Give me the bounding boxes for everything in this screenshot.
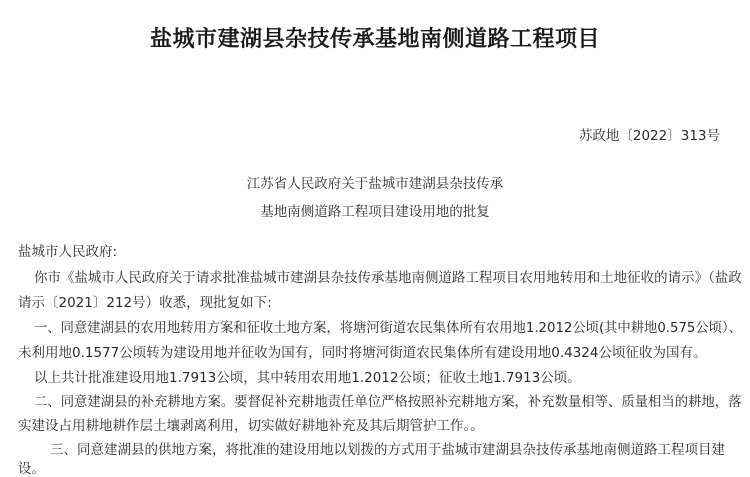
body-line-3: 一、同意建湖县的农用地转用方案和征收土地方案，将塘河街道农民集体所有农用地1.2012公顷(其中耕地0.575公顷）、 [34,320,742,336]
addressee: 盐城市人民政府: [18,244,118,260]
document-number: 苏政地〔2022〕313号 [578,128,720,144]
body-line-2: 请示〔2021〕212号）收悉，现批复如下: [18,295,272,311]
reply-title-line-1: 江苏省人民政府关于盐城市建湖县杂技传承 [246,176,504,192]
body-line-6: 二、同意建湖县的补充耕地方案。要督促补充耕地责任单位严格按照补充耕地方案，补充数量相等、质量相当的耕地，落 [34,394,742,410]
reply-title-line-2: 基地南侧道路工程项目建设用地的批复 [260,204,490,220]
body-line-8: 三、同意建湖县的供地方案，将批准的建设用地以划拨的方式用于盐城市建湖县杂技传承基地南侧道路工程项目建 [50,442,725,458]
body-line-7: 实建设占用耕地耕作层土壤剥离利用，切实做好耕地补充及其后期管护工作。。 [18,418,484,434]
body-line-5: 以上共计批准建设用地1.7913公顷，其中转用农用地1.2012公顷；征收土地1.7913公顷。 [34,370,581,386]
page-title: 盐城市建湖县杂技传承基地南侧道路工程项目 [149,27,600,52]
body-line-9: 设。 [18,461,45,477]
body-line-1: 你市《盐城市人民政府关于请求批准盐城市建湖县杂技传承基地南侧道路工程项目农用地转用和土地征收的请示》（盐政 [34,270,742,286]
body-line-4: 未利用地0.1577公顷转为建设用地并征收为国有，同时将塘河街道农民集体所有建设用地0.4324公顷征收为国有。 [18,345,707,361]
